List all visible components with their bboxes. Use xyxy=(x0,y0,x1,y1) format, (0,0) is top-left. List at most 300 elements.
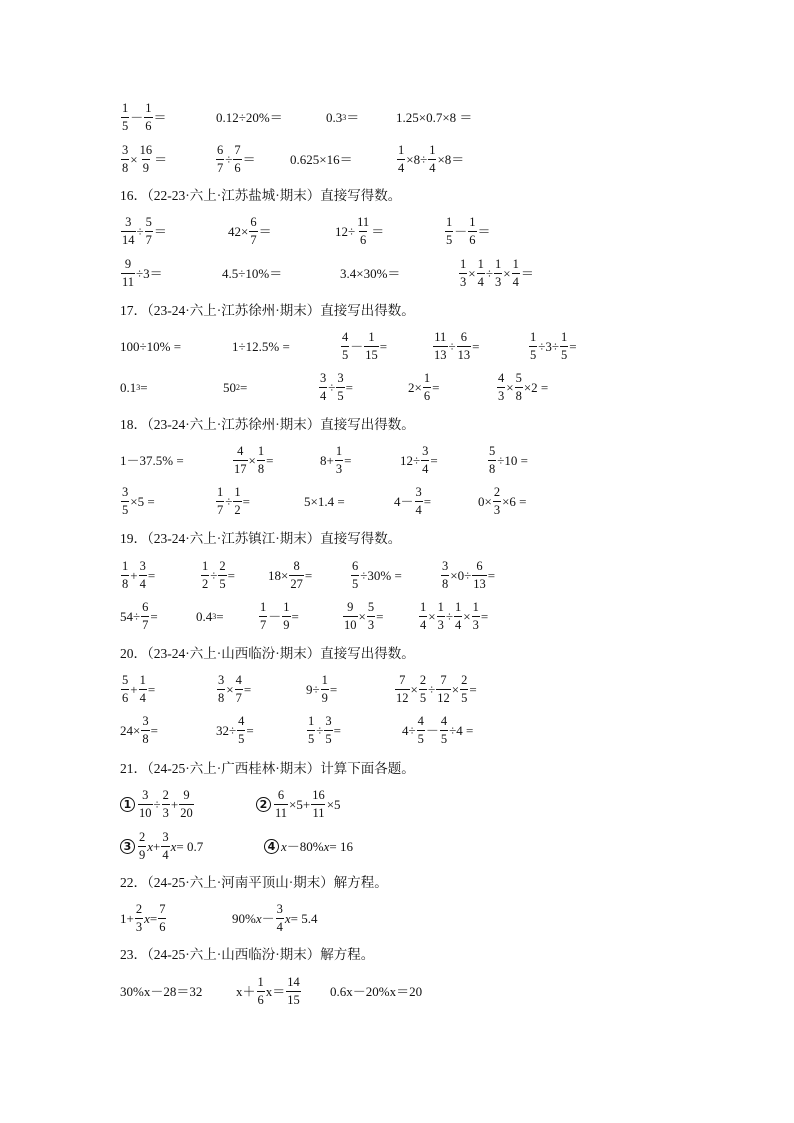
expression-text: － xyxy=(130,109,144,125)
expression xyxy=(290,139,353,179)
expression-text: ＝ xyxy=(242,151,256,167)
problem-row xyxy=(0,367,794,407)
fraction xyxy=(257,976,265,1006)
expression xyxy=(342,596,383,636)
denominator: 7 xyxy=(260,617,267,632)
fraction xyxy=(286,976,301,1006)
numerator: 3 xyxy=(325,714,332,728)
expression xyxy=(120,253,163,293)
fraction xyxy=(121,102,129,132)
fraction xyxy=(457,331,472,361)
expression xyxy=(396,139,464,179)
variable: x xyxy=(284,910,291,926)
numerator: 1 xyxy=(420,600,427,614)
expression xyxy=(268,555,312,595)
numerator: 1 xyxy=(145,101,152,115)
numerator: 9 xyxy=(183,788,190,802)
expression xyxy=(232,326,290,366)
expression xyxy=(232,440,273,480)
fraction xyxy=(472,560,487,590)
denominator: 5 xyxy=(337,388,344,403)
numerator: 1 xyxy=(257,975,264,989)
expression-text: × xyxy=(428,608,436,624)
fraction xyxy=(423,372,431,402)
expression-text: = 0.7 xyxy=(176,838,204,854)
denominator: 5 xyxy=(440,731,448,746)
expression-text: 100÷10% = xyxy=(120,338,182,354)
expression-text: = xyxy=(333,722,341,738)
denominator: 5 xyxy=(325,731,332,746)
fraction xyxy=(336,372,344,402)
expression xyxy=(120,211,167,251)
numerator: 3 xyxy=(422,444,429,458)
numerator: 6 xyxy=(217,143,224,157)
fraction xyxy=(144,102,152,132)
expression-text: ÷ xyxy=(225,151,233,167)
numerator: 1 xyxy=(423,371,431,385)
denominator: 4 xyxy=(454,617,462,632)
fraction xyxy=(121,486,129,516)
expression-text: = xyxy=(140,379,148,395)
numerator: 11 xyxy=(357,215,370,229)
expression-text: 12÷ xyxy=(335,223,356,239)
denominator: 12 xyxy=(437,690,450,705)
expression xyxy=(120,481,155,521)
problem-row xyxy=(0,97,794,137)
expression-text: 24× xyxy=(120,722,141,738)
numerator: 4 xyxy=(440,714,448,728)
fraction xyxy=(433,331,448,361)
fraction xyxy=(121,258,135,288)
denominator: 8 xyxy=(442,576,449,591)
circled-number: 2 xyxy=(256,797,271,812)
fraction xyxy=(145,216,153,246)
expression-text: = xyxy=(345,379,353,395)
denominator: 5 xyxy=(461,690,468,705)
numerator: 1 xyxy=(202,559,209,573)
expression xyxy=(396,97,472,137)
problem-row xyxy=(0,710,794,750)
expression-text: 0× xyxy=(478,493,492,509)
circled-number: 1 xyxy=(120,797,135,812)
numerator: 5 xyxy=(122,673,129,687)
fraction xyxy=(233,486,241,516)
expression-text: = xyxy=(304,567,313,583)
expression-text: 1÷12.5% = xyxy=(232,338,290,354)
denominator: 7 xyxy=(250,232,257,247)
expression-text: ×8＝ xyxy=(437,151,465,167)
fraction xyxy=(158,903,166,933)
denominator: 3 xyxy=(493,502,501,517)
expression xyxy=(120,826,203,866)
denominator: 8 xyxy=(122,576,129,591)
numerator: 1 xyxy=(530,330,537,344)
denominator: 9 xyxy=(321,690,328,705)
fraction xyxy=(218,560,226,590)
numerator: 1 xyxy=(257,444,265,458)
expression-text: = 16 xyxy=(329,838,353,854)
expression-text: 8+ xyxy=(320,452,334,468)
fraction xyxy=(441,560,449,590)
problem-row xyxy=(0,139,794,179)
numerator: 3 xyxy=(142,714,149,728)
denominator: 3 xyxy=(498,388,505,403)
numerator: 3 xyxy=(415,485,422,499)
expression-text: = xyxy=(246,722,254,738)
expression xyxy=(228,211,272,251)
denominator: 7 xyxy=(142,617,149,632)
expression xyxy=(335,211,384,251)
numerator: 7 xyxy=(159,902,166,916)
expression xyxy=(306,710,341,750)
numerator: 1 xyxy=(122,101,129,115)
numerator: 2 xyxy=(139,830,146,844)
exponent: 2 xyxy=(236,382,240,392)
expression xyxy=(350,555,402,595)
fraction xyxy=(307,715,315,745)
problem-row xyxy=(0,555,794,595)
expression-text: ×5 = xyxy=(130,493,155,509)
expression xyxy=(256,784,341,824)
expression xyxy=(120,367,148,407)
problem-row xyxy=(0,481,794,521)
expression xyxy=(215,481,250,521)
numerator: 14 xyxy=(287,975,300,989)
expression-text: + xyxy=(153,838,161,854)
expression-text: × xyxy=(506,379,514,395)
numerator: 16 xyxy=(139,143,153,157)
expression-text: x＋ xyxy=(236,983,256,999)
expression-text: ÷ xyxy=(225,493,233,509)
denominator: 13 xyxy=(434,347,447,362)
fraction xyxy=(217,674,225,704)
denominator: 15 xyxy=(365,347,378,362)
expression xyxy=(120,555,155,595)
denominator: 3 xyxy=(494,274,502,289)
expression-text: ×2 = xyxy=(523,379,549,395)
numerator: 1 xyxy=(335,444,343,458)
expression-text: ×5+ xyxy=(289,796,311,812)
fraction xyxy=(493,486,501,516)
expression-text: ×6 = xyxy=(502,493,527,509)
expression xyxy=(216,669,251,709)
fraction xyxy=(235,674,243,704)
fraction xyxy=(257,445,265,475)
fraction xyxy=(477,258,485,288)
numerator: 8 xyxy=(293,559,300,573)
numerator: 6 xyxy=(142,600,149,614)
expression xyxy=(223,367,247,407)
numerator: 1 xyxy=(122,559,129,573)
expression-text: = xyxy=(376,608,384,624)
denominator: 9 xyxy=(142,160,149,175)
fraction xyxy=(141,601,149,631)
numerator: 7 xyxy=(234,143,241,157)
numerator: 3 xyxy=(276,902,283,916)
expression-text: + xyxy=(170,796,179,812)
expression-text: ÷4 = xyxy=(449,722,474,738)
problem-row xyxy=(0,326,794,366)
expression-text: 1.25×0.7×8 ＝ xyxy=(396,109,473,125)
fraction xyxy=(560,331,568,361)
expression xyxy=(326,97,359,137)
fraction xyxy=(121,674,129,704)
numerator: 16 xyxy=(312,788,325,802)
denominator: 5 xyxy=(219,576,226,591)
expression-text: × xyxy=(503,265,511,281)
denominator: 3 xyxy=(367,617,375,632)
expression-text: － xyxy=(350,338,364,354)
expression-text: － xyxy=(268,608,282,624)
question-16-heading: 16．（22-23·六上·江苏盐城·期末）直接写得数。 xyxy=(120,188,402,203)
fraction xyxy=(436,674,451,704)
expression-text: = xyxy=(432,379,440,395)
circled-number: 3 xyxy=(120,839,135,854)
denominator: 5 xyxy=(238,731,245,746)
denominator: 5 xyxy=(122,502,129,517)
expression-text: × xyxy=(463,608,471,624)
exponent: 3 xyxy=(212,611,217,621)
denominator: 4 xyxy=(420,617,427,632)
fraction xyxy=(468,216,476,246)
expression-text: ÷ xyxy=(485,265,493,281)
expression-text: × xyxy=(410,681,418,697)
numerator: 3 xyxy=(162,830,169,844)
numerator: 1 xyxy=(477,257,484,271)
denominator: 13 xyxy=(457,347,471,362)
fraction xyxy=(282,601,290,631)
numerator: 2 xyxy=(135,902,143,916)
variable: x xyxy=(147,838,154,854)
denominator: 8 xyxy=(218,690,225,705)
expression xyxy=(264,826,353,866)
numerator: 3 xyxy=(122,485,129,499)
numerator: 1 xyxy=(472,600,479,614)
numerator: 5 xyxy=(489,444,496,458)
expression-text: －80% xyxy=(286,838,324,854)
numerator: 3 xyxy=(218,673,225,687)
numerator: 1 xyxy=(469,215,476,229)
fraction xyxy=(472,601,480,631)
numerator: 1 xyxy=(429,143,436,157)
expression-text: － xyxy=(261,910,275,926)
fraction xyxy=(179,789,194,819)
fraction xyxy=(161,831,169,861)
expression xyxy=(340,253,400,293)
expression xyxy=(330,971,422,1011)
denominator: 6 xyxy=(234,160,241,175)
variable: x xyxy=(144,910,150,926)
numerator: 4 xyxy=(237,444,244,458)
question-23-heading: 23．（24-25·六上·山西临汾·期末）解方程。 xyxy=(120,947,375,962)
denominator: 5 xyxy=(308,731,315,746)
fraction xyxy=(454,601,462,631)
fraction xyxy=(494,258,502,288)
expression xyxy=(232,898,318,938)
expression-text: = xyxy=(150,608,158,624)
expression-text: = xyxy=(240,379,248,395)
fraction xyxy=(421,445,429,475)
expression-text: = xyxy=(569,338,577,354)
fraction xyxy=(138,789,153,819)
denominator: 5 xyxy=(122,118,129,133)
denominator: 6 xyxy=(423,388,431,403)
expression-text: 1－37.5% = xyxy=(120,452,184,468)
numerator: 1 xyxy=(494,257,502,271)
fraction xyxy=(395,674,410,704)
expression-text: x＝ xyxy=(265,983,286,999)
numerator: 2 xyxy=(461,673,468,687)
expression-text: 54÷ xyxy=(120,608,141,624)
expression xyxy=(402,710,473,750)
denominator: 5 xyxy=(419,690,427,705)
denominator: 4 xyxy=(276,919,283,934)
expression-text: 4.5÷10%＝ xyxy=(222,265,283,281)
denominator: 6 xyxy=(145,118,152,133)
fraction xyxy=(135,903,143,933)
expression-text: ＝ xyxy=(258,223,272,239)
expression xyxy=(458,253,534,293)
numerator: 3 xyxy=(320,371,327,385)
expression-text: = xyxy=(430,452,438,468)
denominator: 3 xyxy=(135,919,143,934)
numerator: 1 xyxy=(561,330,568,344)
denominator: 17 xyxy=(234,461,247,476)
fraction xyxy=(428,144,436,174)
fraction xyxy=(201,560,209,590)
expression-text: ＝ xyxy=(346,109,360,125)
numerator: 5 xyxy=(367,600,375,614)
expression xyxy=(196,596,224,636)
expression xyxy=(496,367,548,407)
expression-text: ＝ xyxy=(371,223,385,239)
expression-text: 3.4×30%＝ xyxy=(340,265,401,281)
expression-text: ×5 xyxy=(326,796,341,812)
denominator: 8 xyxy=(142,731,149,746)
expression-text: 0.1 xyxy=(120,379,137,395)
fraction xyxy=(356,216,370,246)
numerator: 6 xyxy=(250,215,257,229)
expression-text: = xyxy=(149,910,158,926)
expression-text: ÷ xyxy=(428,681,436,697)
variable: x xyxy=(323,838,330,854)
expression-text: = xyxy=(480,608,489,624)
expression-text: = xyxy=(329,681,338,697)
denominator: 3 xyxy=(162,805,169,820)
fraction xyxy=(343,601,358,631)
numerator: 3 xyxy=(442,559,449,573)
fraction xyxy=(216,486,224,516)
numerator: 3 xyxy=(142,788,149,802)
denominator: 5 xyxy=(561,347,568,362)
expression xyxy=(418,596,488,636)
expression-text: 32÷ xyxy=(216,722,237,738)
expression-text: = xyxy=(291,608,299,624)
expression-text: ＝ xyxy=(154,151,168,167)
numerator: 1 xyxy=(368,330,375,344)
fraction xyxy=(311,789,326,819)
expression xyxy=(120,971,202,1011)
expression-text: = xyxy=(227,567,235,583)
numerator: 4 xyxy=(417,714,424,728)
numerator: 1 xyxy=(283,600,290,614)
circled-number: 4 xyxy=(264,839,279,854)
fraction xyxy=(417,715,425,745)
fraction xyxy=(351,560,359,590)
expression xyxy=(528,326,577,366)
expression xyxy=(318,367,353,407)
numerator: 3 xyxy=(122,143,129,157)
fraction xyxy=(515,372,523,402)
expression-text: 0.12÷20%＝ xyxy=(216,109,283,125)
numerator: 4 xyxy=(238,714,245,728)
fraction xyxy=(341,331,349,361)
denominator: 4 xyxy=(512,274,519,289)
denominator: 4 xyxy=(139,576,146,591)
expression-text: + xyxy=(130,681,138,697)
problem-row xyxy=(0,253,794,293)
numerator: 1 xyxy=(437,600,444,614)
expression-text: ×0÷ xyxy=(450,567,472,583)
expression-text: ÷ xyxy=(136,223,144,239)
expression-text: － xyxy=(425,722,439,738)
denominator: 4 xyxy=(429,160,436,175)
expression xyxy=(120,326,181,366)
expression xyxy=(120,97,167,137)
expression-text: ＝ xyxy=(477,223,491,239)
fraction xyxy=(397,144,405,174)
denominator: 4 xyxy=(320,388,327,403)
expression xyxy=(120,596,158,636)
numerator: 9 xyxy=(124,257,132,271)
expression-text: ÷3＝ xyxy=(136,265,163,281)
denominator: 4 xyxy=(398,160,405,175)
denominator: 2 xyxy=(234,502,241,517)
exponent: 3 xyxy=(342,112,347,122)
expression-text: － xyxy=(454,223,468,239)
expression-text: × xyxy=(358,608,366,624)
question-21-heading: 21．（24-25·六上·广西桂林·期末）计算下面各题。 xyxy=(120,761,415,776)
denominator: 3 xyxy=(335,461,343,476)
denominator: 5 xyxy=(530,347,537,362)
expression-text: = xyxy=(147,681,156,697)
expression-text: ＝ xyxy=(153,223,167,239)
expression-text: = xyxy=(266,452,274,468)
denominator: 10 xyxy=(139,805,152,820)
expression-text: × xyxy=(451,681,460,697)
expression-text: ÷30% = xyxy=(360,567,402,583)
numerator: 1 xyxy=(139,673,146,687)
expression-text: = xyxy=(423,493,432,509)
denominator: 7 xyxy=(217,160,224,175)
expression-text: × xyxy=(248,452,256,468)
expression xyxy=(216,97,283,137)
denominator: 11 xyxy=(122,274,135,289)
problem-row xyxy=(0,898,794,938)
expression xyxy=(320,440,351,480)
denominator: 2 xyxy=(202,576,209,591)
fraction xyxy=(139,560,147,590)
expression-text: ÷ xyxy=(328,379,336,395)
expression-text: = xyxy=(472,338,480,354)
expression-text: = xyxy=(147,567,156,583)
expression-text: 1+ xyxy=(120,910,134,926)
numerator: 4 xyxy=(498,371,505,385)
denominator: 7 xyxy=(235,690,242,705)
denominator: 9 xyxy=(283,617,290,632)
fraction xyxy=(139,674,147,704)
numerator: 1 xyxy=(234,485,241,499)
